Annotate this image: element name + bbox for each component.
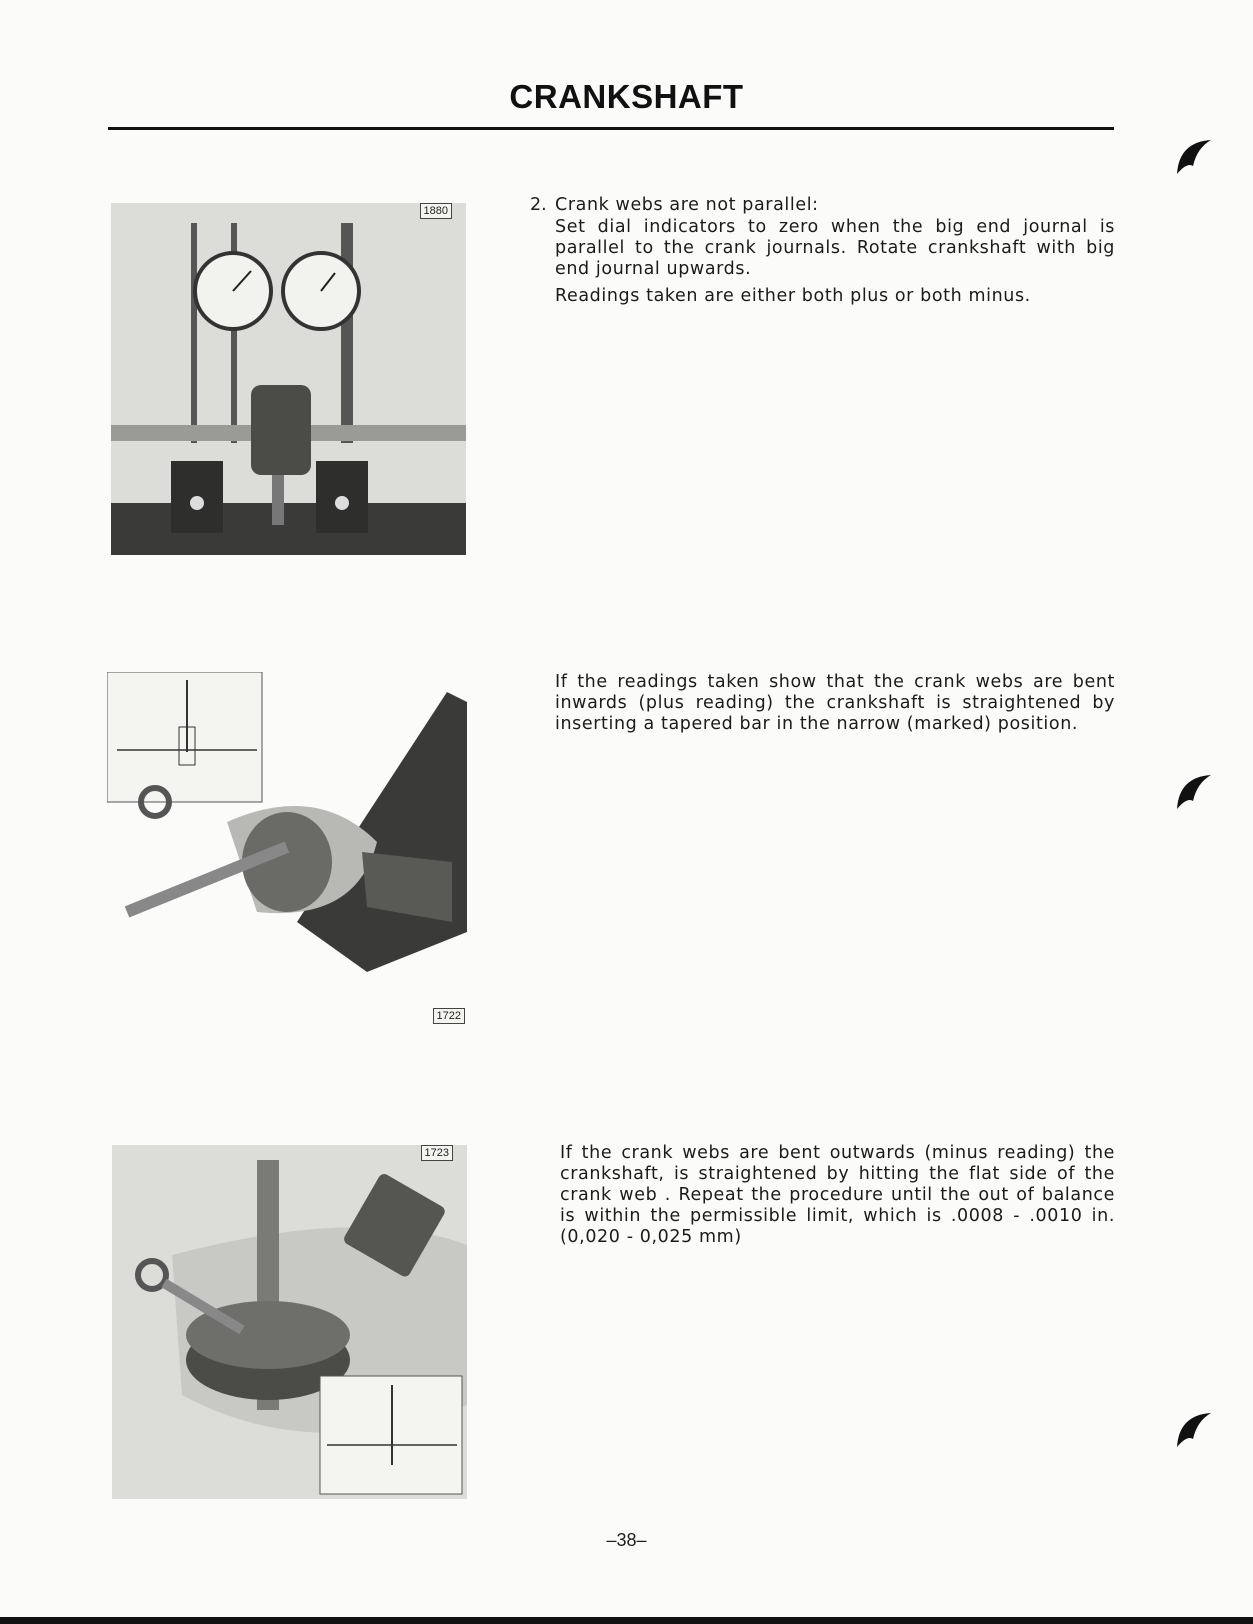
step-number: 2. — [530, 195, 547, 215]
page-number: –38– — [606, 1530, 647, 1550]
bottom-edge-bar — [0, 1617, 1253, 1624]
binder-hole-mark-icon — [1175, 1409, 1217, 1457]
binder-hole-mark-icon — [1175, 771, 1217, 819]
title-rule — [108, 127, 1114, 130]
figure-number: 1723 — [421, 1145, 453, 1161]
page-title: CRANKSHAFT — [509, 78, 744, 115]
figure-dial-indicators — [111, 203, 466, 555]
dial-indicator-photo — [111, 203, 466, 555]
figure-number: 1722 — [433, 1008, 465, 1024]
section-paragraph: If the readings taken show that the crank webs are bent inwards (plus reading) the crankshaft is straightened by inserting a tapered bar in the narrow (marked) position. — [555, 672, 1115, 734]
hitting-web-photo — [112, 1145, 467, 1499]
tapered-bar-photo — [107, 672, 467, 1024]
figure-hitting-web — [112, 1145, 467, 1499]
section-heading: Crank webs are not parallel: — [555, 195, 819, 215]
section-paragraph: Set dial indicators to zero when the big end journal is parallel to the crank journals. Rotate crankshaft with big end journal upwards. — [555, 217, 1115, 279]
section-paragraph: If the crank webs are bent outwards (minus reading) the crankshaft, is straightened by hitting the flat side of the crank web . Repeat the procedure until the out of balance is within the permissible limit, which is .0008 - .0010 in. (0,020 - 0,025 mm) — [560, 1143, 1115, 1247]
section-note: Readings taken are either both plus or both minus. — [555, 286, 1031, 306]
figure-number: 1880 — [420, 203, 452, 219]
binder-hole-mark-icon — [1175, 136, 1217, 184]
figure-tapered-bar — [107, 672, 467, 1024]
